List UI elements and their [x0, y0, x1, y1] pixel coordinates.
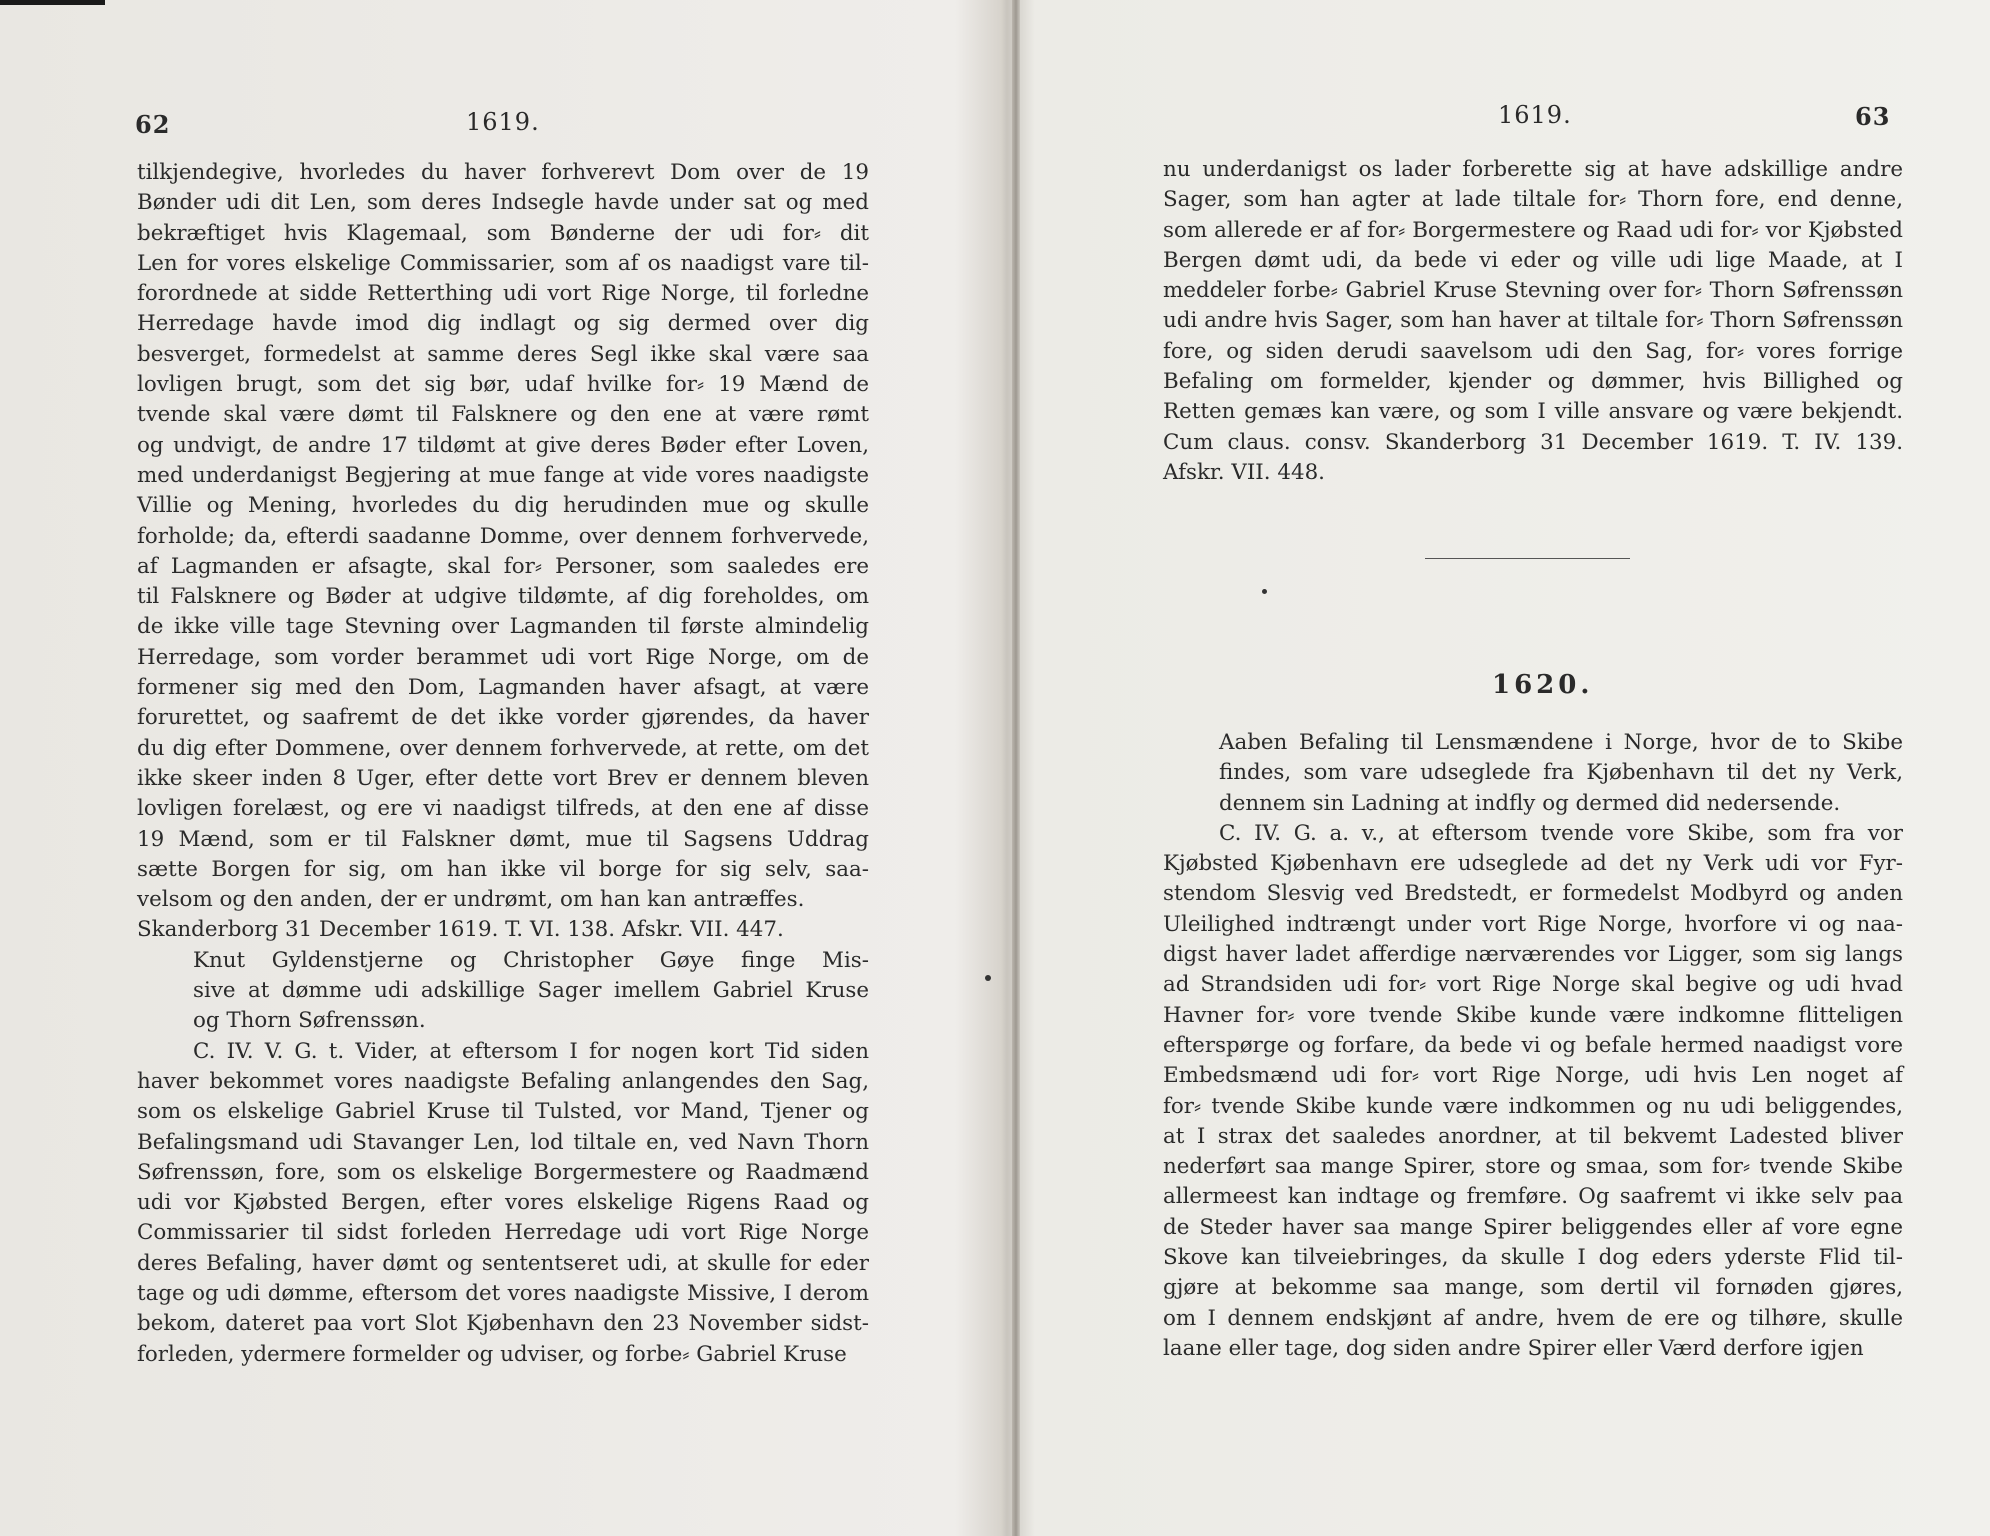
text-line: bekræftiget hvis Klagemaal, som Bønderne der udi for⸗ dit	[137, 220, 869, 246]
body-text	[137, 158, 869, 1370]
text-line: 19 Mænd, som er til Falskner dømt, mue til Sagsens Uddrag	[137, 826, 869, 852]
text-line: haver bekommet vores naadigste Befaling anlangendes den Sag,	[137, 1068, 869, 1094]
text-line: Aaben Befaling til Lensmændene i Norge, hvor de to Skibe	[1219, 730, 1903, 755]
text-line: Skanderborg 31 December 1619. T. VI. 138. Afskr. VII. 447.	[137, 917, 784, 943]
running-head: 1619.	[1498, 101, 1572, 129]
text-line: med underdanigst Begjering at mue fange at vide vores naadigste	[137, 462, 869, 488]
text-line: laane eller tage, dog siden andre Spirer eller Værd derfore igjen	[1163, 1335, 1864, 1361]
text-line: om I dennem endskjønt af andre, hvem de ere og tilhøre, skulle	[1163, 1305, 1903, 1331]
text-line: meddeler forbe⸗ Gabriel Kruse Stevning over for⸗ Thorn Søfrenssøn	[1163, 278, 1903, 304]
text-line: tvende skal være dømt til Falsknere og den ene at være rømt	[137, 402, 869, 428]
text-line: Befaling om formelder, kjender og dømmer, hvis Billighed og	[1163, 369, 1903, 395]
body-text-1620	[1163, 728, 1903, 1364]
text-line: C. IV. V. G. t. Vider, at eftersom I for nogen kort Tid siden	[193, 1038, 869, 1064]
text-line: forurettet, og saafremt de det ikke vorder gjørendes, da haver	[137, 705, 869, 731]
text-line: for⸗ tvende Skibe kunde være indkommen og nu udi beliggendes,	[1163, 1093, 1903, 1119]
text-line: tilkjendegive, hvorledes du haver forhverevt Dom over de 19	[137, 160, 869, 185]
text-line: de ikke ville tage Stevning over Lagmanden til første almindelig	[137, 614, 869, 640]
text-line: digst haver ladet afferdige nærværendes vor Ligger, som sig langs	[1163, 942, 1903, 968]
text-line: nu underdanigst os lader forberette sig at have adskillige andre	[1163, 157, 1903, 182]
text-line: ad Strandsiden udi for⸗ vort Rige Norge skal begive og udi hvad	[1163, 972, 1903, 998]
text-line: Herredage, som vorder berammet udi vort Rige Norge, om de	[137, 644, 869, 670]
text-line: forleden, ydermere formelder og udviser, og forbe⸗ Gabriel Kruse	[137, 1341, 847, 1367]
text-line: forordnede at sidde Retterthing udi vort Rige Norge, til forledne	[137, 281, 869, 307]
text-line: Retten gemæs kan være, og som I ville ansvare og være bekjendt.	[1163, 399, 1903, 425]
text-line: bekom, dateret paa vort Slot Kjøbenhavn den 23 November sidst-	[137, 1311, 869, 1337]
running-head: 1619.	[466, 108, 540, 136]
text-line: sætte Borgen for sig, om han ikke vil borge for sig selv, saa-	[137, 856, 869, 882]
text-line: Bønder udi dit Len, som deres Indsegle havde under sat og med	[137, 190, 869, 216]
ink-speck	[1262, 589, 1267, 594]
text-line: Kjøbsted Kjøbenhavn ere udseglede ad det ny Verk udi vor Fyr-	[1163, 851, 1903, 877]
text-line: de Steder haver saa mange Spirer beliggendes eller af vore egne	[1163, 1214, 1903, 1240]
text-line: nederført saa mange Spirer, store og smaa, som for⸗ tvende Skibe	[1163, 1154, 1903, 1180]
text-line: udi vor Kjøbsted Bergen, efter vores elskelige Rigens Raad og	[137, 1190, 869, 1216]
text-line: findes, som vare udseglede fra Kjøbenhavn til det ny Verk,	[1219, 760, 1903, 786]
text-line: C. IV. G. a. v., at eftersom tvende vore Skibe, som fra vor	[1219, 820, 1903, 846]
text-line: til Falsknere og Bøder at udgive tildømte, af dig foreholdes, om	[137, 584, 869, 610]
text-line: dennem sin Ladning at indfly og dermed did nedersende.	[1219, 790, 1841, 816]
text-line: ikke skeer inden 8 Uger, efter dette vort Brev er dennem bleven	[137, 765, 869, 791]
text-line: at I strax det saaledes anordner, at til bekvemt Ladested bliver	[1163, 1123, 1903, 1149]
text-line: af Lagmanden er afsagte, skal for⸗ Personer, som saaledes ere	[137, 553, 869, 579]
section-rule	[1425, 558, 1630, 559]
text-line: besverget, formedelst at samme deres Segl ikke skal være saa	[137, 341, 869, 367]
text-line: og undvigt, de andre 17 tildømt at give deres Bøder efter Loven,	[137, 432, 869, 458]
text-line: og Thorn Søfrenssøn.	[193, 1008, 426, 1034]
text-line: Skove kan tilveiebringes, da skulle I dog eders yderste Flid til-	[1163, 1245, 1903, 1271]
text-line: som allerede er af for⸗ Borgermestere og Raad udi for⸗ vor Kjøbsted	[1163, 217, 1903, 243]
text-line: Søfrenssøn, fore, som os elskelige Borgermestere og Raadmænd	[137, 1159, 869, 1185]
book-gutter	[1012, 0, 1020, 1536]
text-line: fore, og siden derudi saavelsom udi den Sag, for⸗ vores forrige	[1163, 338, 1903, 364]
text-line: Bergen dømt udi, da bede vi eder og ville udi lige Maade, at I	[1163, 247, 1903, 273]
text-line: Embedsmænd udi for⸗ vort Rige Norge, udi hvis Len noget af	[1163, 1063, 1903, 1089]
text-line: Herredage havde imod dig indlagt og sig dermed over dig	[137, 311, 869, 337]
right-page	[1020, 0, 1990, 1536]
text-line: Commissarier til sidst forleden Herredage udi vort Rige Norge	[137, 1220, 869, 1246]
text-line: tage og udi dømme, eftersom det vores naadigste Missive, I derom	[137, 1280, 869, 1306]
ink-speck	[985, 975, 991, 981]
text-line: gjøre at bekomme saa mange, som dertil vil fornøden gjøres,	[1163, 1275, 1903, 1301]
text-line: udi andre hvis Sager, som han haver at tiltale for⸗ Thorn Søfrenssøn	[1163, 308, 1903, 334]
text-line: Len for vores elskelige Commissarier, som af os naadigst vare til-	[137, 250, 869, 276]
text-line: lovligen brugt, som det sig bør, udaf hvilke for⸗ 19 Mænd de	[137, 372, 869, 398]
page-number: 63	[1855, 102, 1891, 131]
page-number: 62	[135, 110, 171, 139]
text-line: forholde; da, efterdi saadanne Domme, over dennem forhvervede,	[137, 523, 869, 549]
text-line: Villie og Mening, hvorledes du dig herudinden mue og skulle	[137, 493, 869, 519]
text-line: efterspørge og forfare, da bede vi og befale hermed naadigst vore	[1163, 1032, 1903, 1058]
text-line: Havner for⸗ vore tvende Skibe kunde være indkomne flitteligen	[1163, 1002, 1903, 1028]
text-line: du dig efter Dommene, over dennem forhvervede, at rette, om det	[137, 735, 869, 761]
text-line: deres Befaling, haver dømt og sententseret udi, at skulle for eder	[137, 1250, 869, 1276]
text-line: sive at dømme udi adskillige Sager imellem Gabriel Kruse	[193, 978, 869, 1004]
text-line: Sager, som han agter at lade tiltale for⸗ Thorn fore, end denne,	[1163, 187, 1903, 213]
text-line: allermeest kan indtage og fremføre. Og saafremt vi ikke selv paa	[1163, 1184, 1903, 1210]
text-line: lovligen forelæst, og ere vi naadigst tilfreds, at den ene af disse	[137, 796, 869, 822]
text-line: Afskr. VII. 448.	[1163, 459, 1325, 485]
text-line: Cum claus. consv. Skanderborg 31 December 1619. T. IV. 139.	[1163, 429, 1903, 455]
text-line: velsom og den anden, der er undrømt, om han kan antræffes.	[137, 887, 805, 913]
text-line: Knut Gyldenstjerne og Christopher Gøye finge Mis-	[193, 947, 869, 973]
text-line: som os elskelige Gabriel Kruse til Tulsted, vor Mand, Tjener og	[137, 1099, 869, 1125]
text-line: Befalingsmand udi Stavanger Len, lod tiltale en, ved Navn Thorn	[137, 1129, 869, 1155]
year-heading: 1620.	[1492, 670, 1594, 700]
text-line: formener sig med den Dom, Lagmanden haver afsagt, at være	[137, 675, 869, 701]
body-text-continued	[1163, 155, 1903, 488]
text-line: stendom Slesvig ved Bredstedt, er formedelst Modbyrd og anden	[1163, 881, 1903, 907]
text-line: Uleilighed indtrængt under vort Rige Norge, hvorfore vi og naa-	[1163, 911, 1903, 937]
